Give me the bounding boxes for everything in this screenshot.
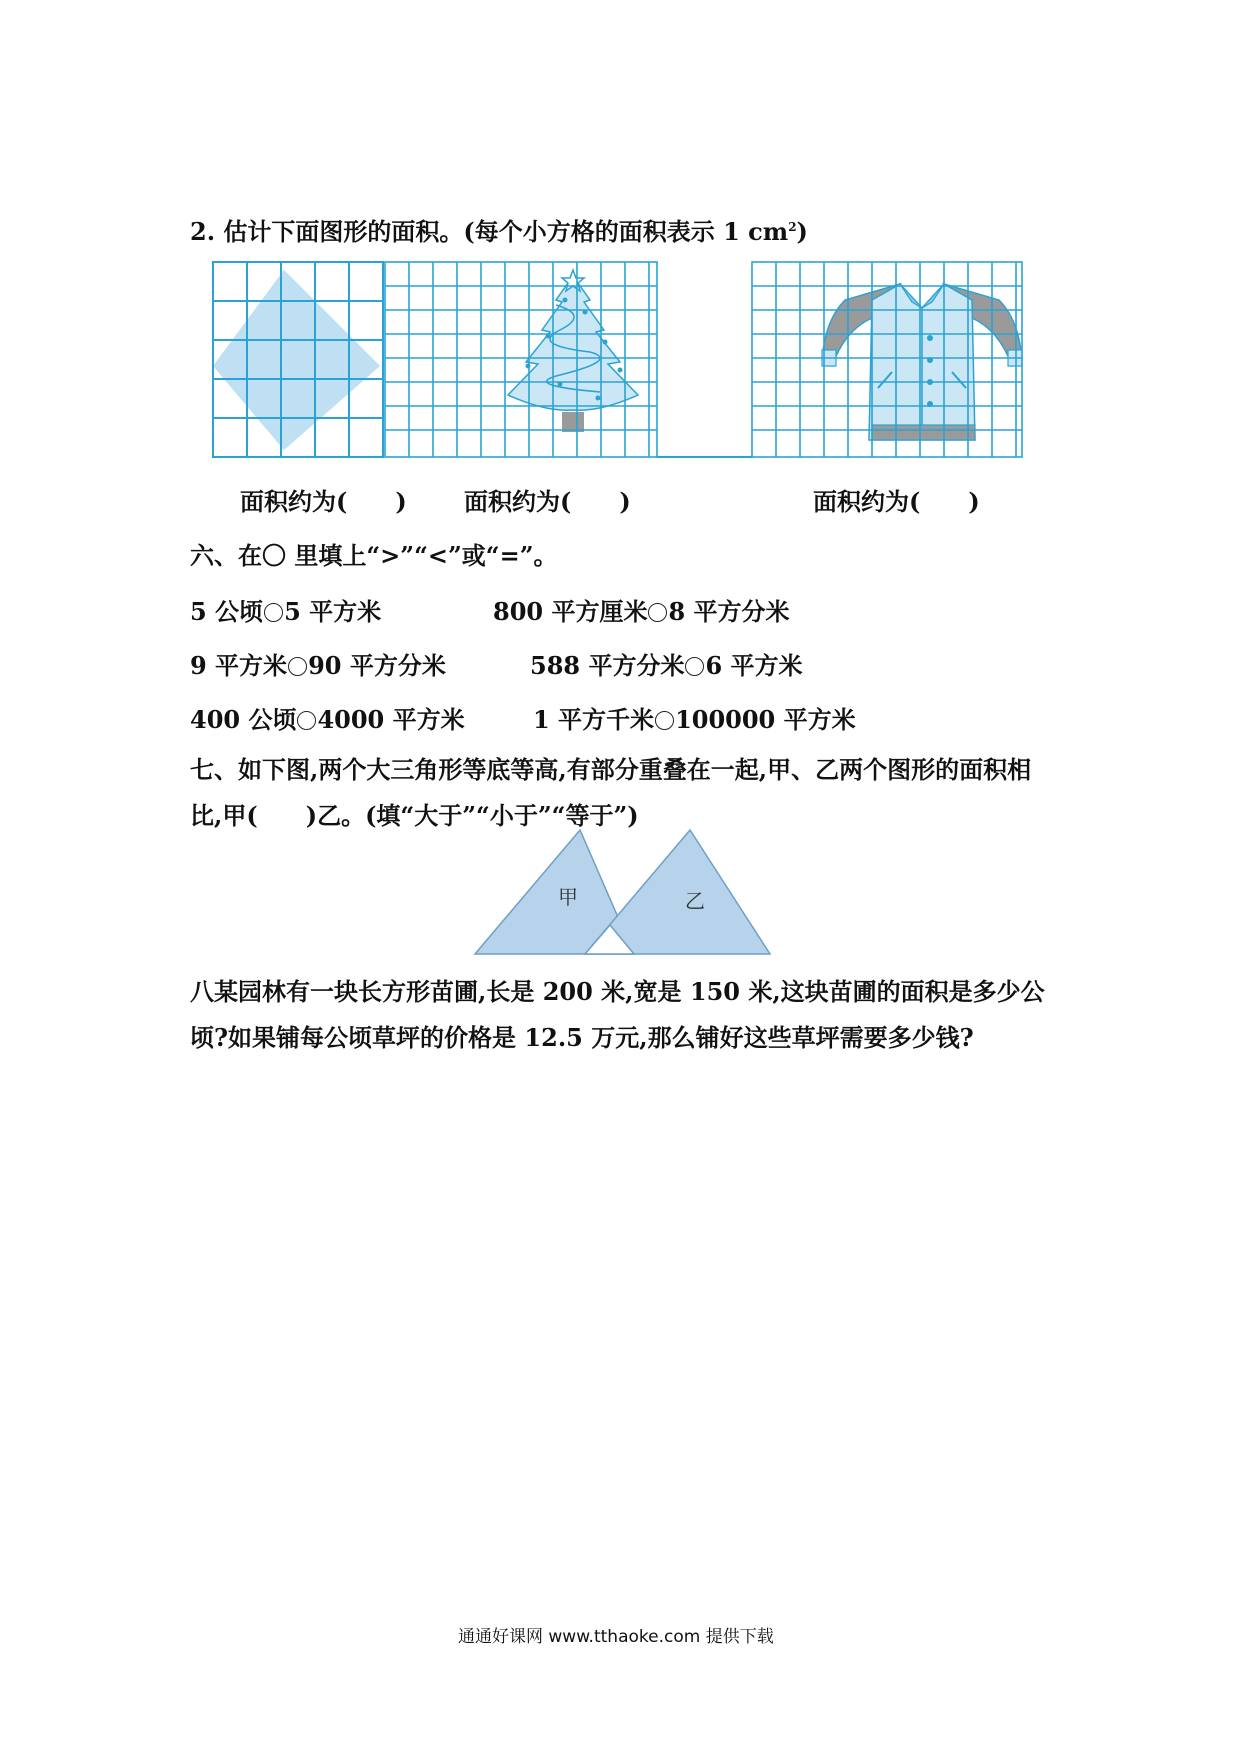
q2-figures	[0, 0, 1240, 470]
footer-text: 通通好课网 www.tthaoke.com 提供下载	[458, 1627, 774, 1647]
q8-line2: 顷?如果铺每公顷草坪的价格是 12.5 万元,那么铺好这些草坪需要多少钱?	[190, 1023, 974, 1052]
square-diamond-figure	[213, 262, 383, 457]
compare-circle[interactable]	[685, 657, 704, 676]
q7-line2: 比,甲( )乙。(填“大于”“小于”“等于”)	[190, 801, 639, 830]
compare-circle[interactable]	[264, 603, 283, 622]
q8-line1: 八某园林有一块长方形苗圃,长是 200 米,宽是 150 米,这块苗圃的面积是多少公	[190, 977, 1045, 1006]
q2-answer-2[interactable]: 面积约为( )	[464, 487, 631, 516]
q6-item: 9 平方米 90 平方分米	[190, 651, 446, 680]
q6-item: 1 平方千米 100000 平方米	[533, 705, 856, 734]
q6-item: 588 平方分米 6 平方米	[530, 651, 803, 680]
compare-circle[interactable]	[655, 711, 674, 730]
compare-circle[interactable]	[297, 711, 316, 730]
q2-answer-3[interactable]: 面积约为( )	[813, 487, 980, 516]
label-yi: 乙	[685, 889, 705, 913]
q7-line1: 七、如下图,两个大三角形等底等高,有部分重叠在一起,甲、乙两个图形的面积相	[190, 755, 1032, 784]
q6-title: 六、在〇 里填上“>”“<”或“=”。	[190, 541, 558, 570]
q2-title: 2. 估计下面图形的面积。(每个小方格的面积表示 1 $cm^2$)	[190, 217, 808, 246]
q6-item: 800 平方厘米 8 平方分米	[493, 597, 790, 626]
q6-item: 400 公顷 4000 平方米	[190, 705, 465, 734]
q2-answer-1[interactable]: 面积约为( )	[240, 487, 407, 516]
christmas-tree-figure	[385, 262, 752, 457]
q6-item: 5 公顷 5 平方米	[190, 597, 382, 626]
triangles-figure	[470, 820, 780, 960]
jacket-figure	[752, 262, 1022, 457]
compare-circle[interactable]	[648, 603, 667, 622]
compare-circle[interactable]	[288, 657, 307, 676]
label-jia: 甲	[558, 885, 578, 909]
